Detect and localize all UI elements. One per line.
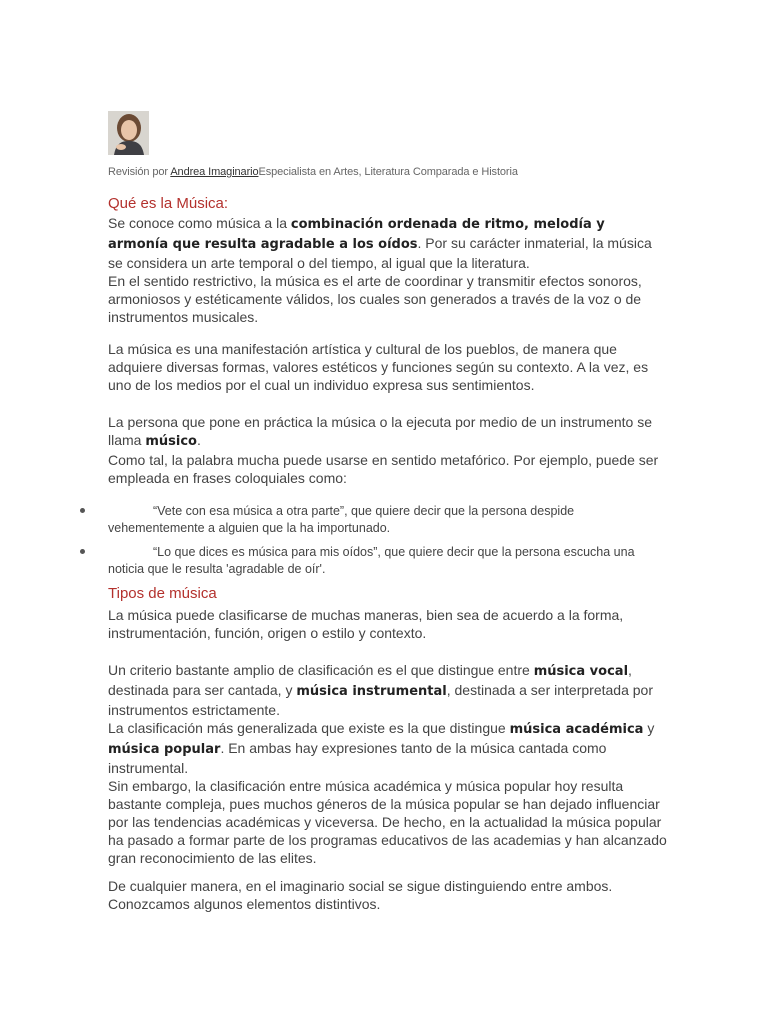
list-item — [80, 503, 640, 537]
paragraph-definition — [108, 214, 668, 326]
text: , destinada a ser interpretada por instrumentos estrictamente. — [108, 682, 653, 718]
bold-text: combinación ordenada de ritmo, melodía y armonía que resulta agradable a los oídos — [108, 217, 605, 252]
author-link[interactable]: Andrea Imaginario — [170, 166, 259, 178]
author-role: Especialista en Artes, Literatura Comparada e Historia — [258, 166, 518, 178]
list-item — [80, 544, 640, 578]
bold-text: música instrumental — [296, 684, 447, 699]
paragraph-classification: La música puede clasificarse de muchas maneras, bien sea de acuerdo a la forma, instrumentación, función, origen o estilo y contexto. — [108, 607, 624, 641]
paragraph-complex: Sin embargo, la clasificación entre música académica y música popular hoy resulta bastante compleja, pues muchos géneros de la música popular se han dejado influenciar por las tendencias académicas y viceversa. De hecho, en la actualidad la música popular ha pasado a formar parte de los programas educativos de las academias y han alcanzado gran reconocimiento de las elites. — [108, 778, 667, 866]
text: . En ambas hay expresiones tanto de la música cantada como instrumental. — [108, 740, 607, 776]
text: . — [197, 432, 201, 448]
review-byline — [108, 166, 518, 178]
text: La clasificación más generalizada que existe es la que distingue — [108, 720, 510, 736]
text: Se conoce como música a la — [108, 215, 291, 231]
list-item-text: “Lo que dices es música para mis oídos”, que quiere decir que la persona escucha una noticia que le resulta 'agradable de oír'. — [108, 545, 635, 576]
author-avatar — [108, 111, 149, 155]
paragraph-conclusion: De cualquier manera, en el imaginario social se sigue distinguiendo entre ambos. Conozcamos algunos elementos distintivos. — [108, 878, 613, 912]
author-portrait-icon — [108, 111, 149, 155]
text: Un criterio bastante amplio de clasificación es el que distingue entre — [108, 662, 534, 678]
text: y — [643, 720, 655, 736]
bullet-icon — [80, 508, 85, 513]
bold-text: músico — [145, 434, 197, 449]
examples-list — [80, 503, 640, 585]
bullet-icon — [80, 549, 85, 554]
paragraph-restrictive: En el sentido restrictivo, la música es el arte de coordinar y transmitir efectos sonoros, armoniosos y estéticamente válidos, los cuales son generados a través de la voz o de instrumentos musicales. — [108, 273, 642, 325]
text: La persona que pone en práctica la música o la ejecuta por medio de un instrumento se llama — [108, 414, 653, 448]
paragraph-metaphor: Como tal, la palabra mucha puede usarse en sentido metafórico. Por ejemplo, puede ser empleada en frases coloquiales como: — [108, 452, 659, 486]
paragraph-musico — [108, 413, 668, 487]
bold-text: música vocal — [533, 664, 629, 679]
list-item-text: “Vete con esa música a otra parte”, que quiere decir que la persona despide vehementemente a alguien que la ha importunado. — [108, 504, 575, 535]
paragraph-manifestation: La música es una manifestación artística y cultural de los pueblos, de manera que adquiere diversas formas, valores estéticos y funciones según su contexto. A la vez, es uno de los medios por el cual un individuo expresa sus sentimientos. — [108, 341, 649, 393]
text: , destinada para ser cantada, y — [108, 662, 632, 698]
heading-tipos-de-musica: Tipos de música — [108, 585, 217, 602]
heading-que-es-la-musica: Qué es la Música: — [108, 195, 229, 212]
bold-text: música académica — [509, 722, 644, 737]
text: . Por su carácter inmaterial, la música se considera un arte temporal o del tiempo, al igual que la literatura. — [108, 235, 652, 271]
byline-prefix: Revisión por — [108, 166, 168, 178]
paragraph-vocal-instrumental — [108, 661, 668, 867]
bold-text: música popular — [108, 742, 221, 757]
